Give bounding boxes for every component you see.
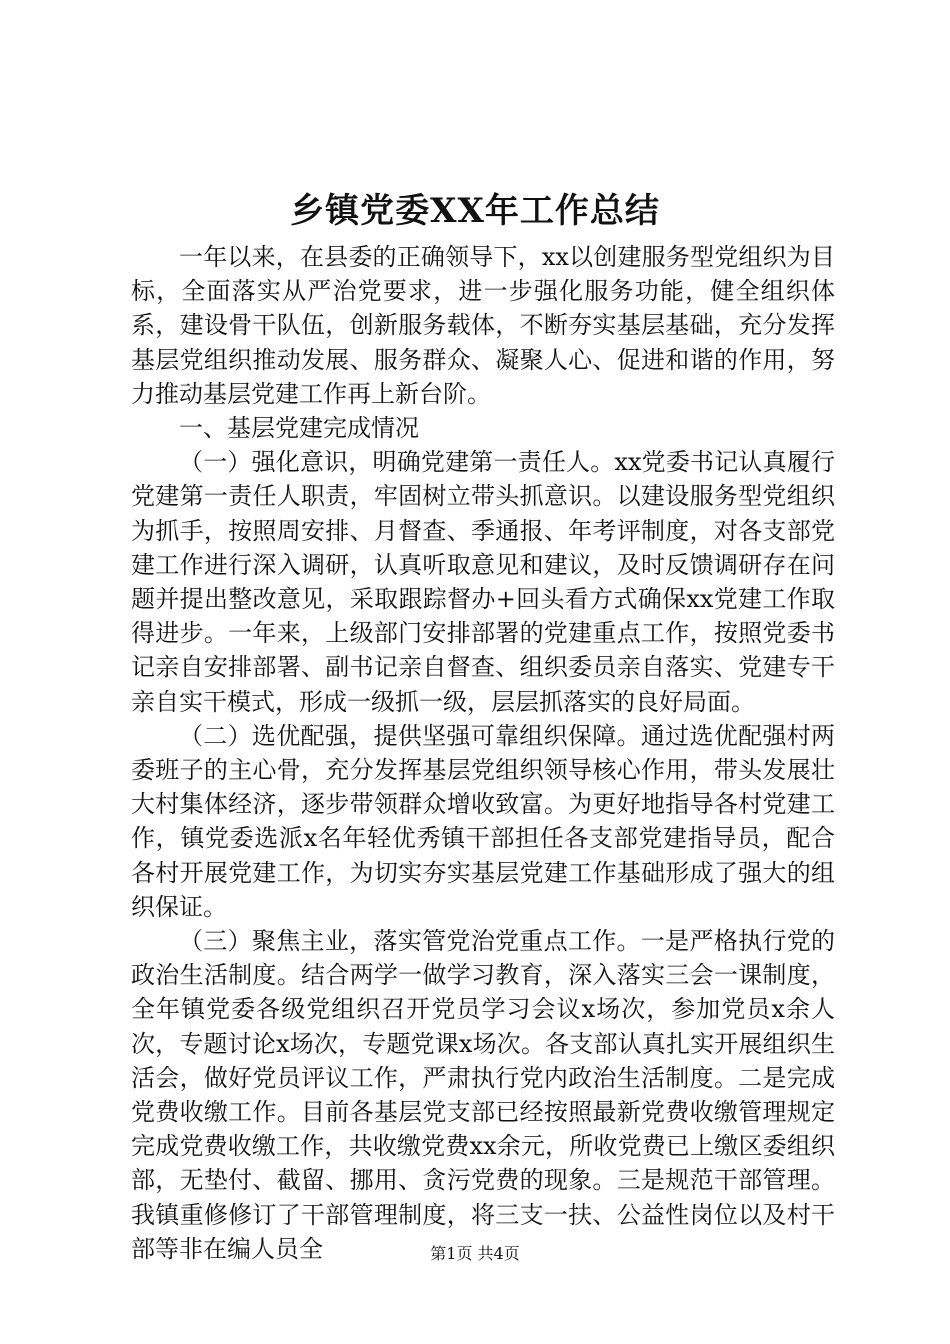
intro-paragraph: 一年以来，在县委的正确领导下，xx以创建服务型党组织为目标，全面落实从严治党要求，进一步强化服务功能，健全组织体系，建设骨干队伍，创新服务载体，不断夯实基层基础，充分发挥基层党组织推动发展、服务群众、凝聚人心、促进和谐的作用，努力推动基层党建工作再上新台阶。 bbox=[131, 243, 835, 408]
page-footer: 第1页 共4页 bbox=[430, 1244, 520, 1263]
document-title: 乡镇党委XX年工作总结 bbox=[290, 191, 660, 231]
document-body bbox=[131, 240, 835, 1266]
paragraph-item-2: （二）选优配强，提供坚强可靠组织保障。通过选优配强村两委班子的主心骨，充分发挥基层党组织领导核心作用，带头发展壮大村集体经济，逐步带领群众增收致富。为更好地指导各村党建工作，镇党委选派x名年轻优秀镇干部担任各支部党建指导员，配合各村开展党建工作，为切实夯实基层党建工作基础形成了强大的组织保证。 bbox=[131, 721, 835, 921]
paragraph-item-3: （三）聚焦主业，落实管党治党重点工作。一是严格执行党的政治生活制度。结合两学一做学习教育，深入落实三会一课制度，全年镇党委各级党组织召开党员学习会议x场次，参加党员x余人次，专题讨论x场次，专题党课x场次。各支部认真扎实开展组织生活会，做好党员评议工作，严肃执行党内政治生活制度。二是完成党费收缴工作。目前各基层党支部已经按照最新党费收缴管理规定完成党费收缴工作，共收缴党费xx余元，所收党费已上缴区委组织部，无垫付、截留、挪用、贪污党费的现象。三是规范干部管理。我镇重修修订了干部管理制度，将三支一扶、公益性岗位以及村干部等非在编人员全 bbox=[131, 927, 835, 1263]
paragraph-item-1: （一）强化意识，明确党建第一责任人。xx党委书记认真履行党建第一责任人职责，牢固树立带头抓意识。以建设服务型党组织为抓手，按照周安排、月督查、季通报、年考评制度，对各支部党建工作进行深入调研，认真听取意见和建议，及时反馈调研存在问题并提出整改意见，采取跟踪督办+回头看方式确保xx党建工作取得进步。一年来，上级部门安排部署的党建重点工作，按照党委书记亲自安排部署、副书记亲自督查、组织委员亲自落实、党建专干亲自实干模式，形成一级抓一级，层层抓落实的良好局面。 bbox=[131, 448, 835, 716]
section-heading: 一、基层党建完成情况 bbox=[179, 414, 419, 443]
